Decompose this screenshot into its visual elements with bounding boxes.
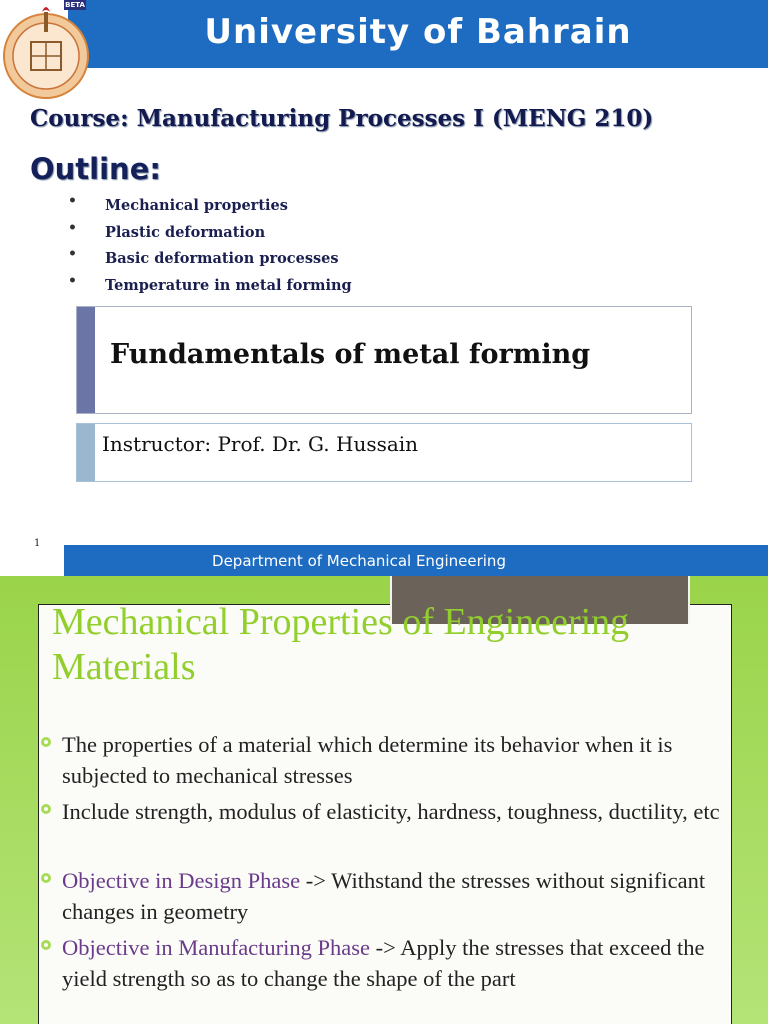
bullet-ring-icon <box>41 873 51 883</box>
list-item: Objective in Design Phase -> Withstand the stresses without significant changes in geometry <box>41 865 721 927</box>
beta-badge: BETA <box>65 1 85 9</box>
outline-heading: Outline: <box>30 152 161 186</box>
footer-bar <box>64 545 768 576</box>
presentation-title: Fundamentals of metal forming <box>110 339 591 370</box>
instructor-name: Instructor: Prof. Dr. G. Hussain <box>102 432 419 456</box>
course-title: Course: Manufacturing Processes I (MENG 210) <box>30 105 654 132</box>
bullet-ring-icon <box>41 940 51 950</box>
slide-title: Mechanical Properties of Engineering Materials <box>52 601 630 688</box>
header-bar <box>68 0 768 68</box>
slide-2 <box>0 576 768 1024</box>
instructor-box-accent <box>77 424 95 481</box>
bullet-dot-icon: • <box>68 193 77 209</box>
list-item: The properties of a material which determine its behavior when it is subjected to mechanical stresses <box>41 729 721 791</box>
bullet-ring-icon <box>41 737 51 747</box>
department-name: Department of Mechanical Engineering <box>212 552 506 570</box>
bullet-dot-icon: • <box>68 246 77 262</box>
bullet-ring-icon <box>41 804 51 814</box>
bullet-dot-icon: • <box>68 219 77 236</box>
title-box-accent <box>77 307 95 413</box>
instructor-box <box>76 423 692 482</box>
slide-1: University of Bahrain BETA Course: Manufacturing Processes I (MENG 210) Outline: • Mechanical properties • Plastic deformation • Basic deformation processes • Temperature in metal forming Fundamentals of metal forming Instructor: Prof. Dr. G. Hussain 1 Department of Mechanical Engineering <box>0 0 768 576</box>
university-title: University of Bahrain <box>204 12 632 52</box>
list-item: Objective in Manufacturing Phase -> Apply the stresses that exceed the yield strength so as to change the shape of the part <box>41 932 721 994</box>
university-logo-icon <box>2 2 90 106</box>
bullet-dot-icon: • <box>68 272 77 289</box>
list-item: Include strength, modulus of elasticity, hardness, toughness, ductility, etc <box>41 796 721 827</box>
title-box <box>76 306 692 414</box>
page-number: 1 <box>34 538 41 549</box>
